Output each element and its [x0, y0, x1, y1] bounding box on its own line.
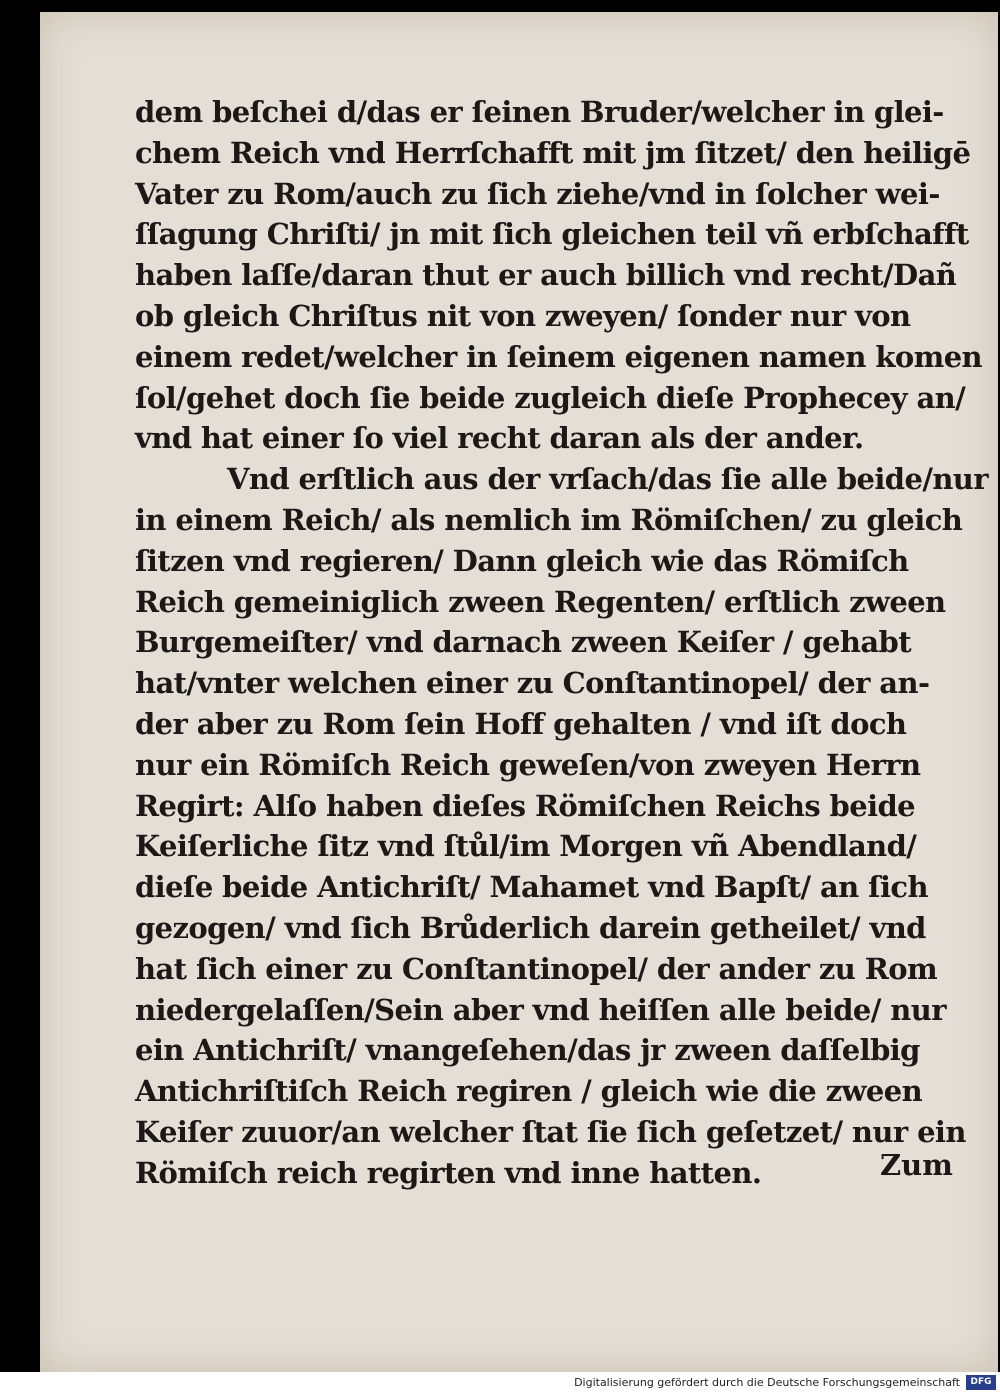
- page-text: [135, 92, 988, 1194]
- text-line: der aber zu Rom ſein Hoff gehalten / vnd iſt doch: [135, 706, 907, 741]
- text-line: hat ſich einer zu Conſtantinopel/ der ander zu Rom: [135, 951, 938, 986]
- text-line: Keiſer zuuor/an welcher ſtat ſie ſich geſetzet/ nur ein: [135, 1114, 966, 1149]
- paragraph-start-line: Vnd erſtlich aus der vrſach/das ſie alle beide/nur: [227, 462, 988, 497]
- dfg-logo: DFG: [966, 1375, 996, 1390]
- text-line: nur ein Römiſch Reich geweſen/von zweyen Herrn: [135, 747, 921, 782]
- text-line: Keiſerliche ſitz vnd ſtůl/im Morgen vñ Abendland/: [135, 829, 917, 864]
- text-line: dem beſchei d/das er ſeinen Bruder/welcher in glei-: [135, 95, 944, 129]
- text-line: chem Reich vnd Herrſchafft mit jm ſitzet/ den heiligē: [135, 135, 971, 170]
- text-line: niedergelaſſen/Sein aber vnd heiſſen alle beide/ nur: [135, 992, 946, 1027]
- text-line: gezogen/ vnd ſich Brůderlich darein getheilet/ vnd: [135, 910, 926, 945]
- text-line: ein Antichriſt/ vnangeſehen/das jr zween daſſelbig: [135, 1033, 920, 1068]
- text-line: einem redet/welcher in ſeinem eigenen namen komen: [135, 339, 983, 374]
- funding-credit: Digitalisierung gefördert durch die Deutsche Forschungsgemeinschaft: [574, 1376, 960, 1389]
- text-line: dieſe beide Antichriſt/ Mahamet vnd Bapſt/ an ſich: [135, 870, 928, 905]
- text-line: Burgemeiſter/ vnd darnach zween Keiſer / gehabt: [135, 625, 912, 660]
- catchword: Zum: [880, 1148, 953, 1182]
- text-line: Römiſch reich regirten vnd inne hatten.: [135, 1155, 762, 1190]
- text-line: ſitzen vnd regieren/ Dann gleich wie das Römiſch: [135, 543, 909, 578]
- text-line: Antichriſtiſch Reich regiren / gleich wie die zween: [135, 1074, 923, 1109]
- text-line: hat/vnter welchen einer zu Conſtantinopel/ der an-: [135, 666, 930, 701]
- text-line: haben laſſe/daran thut er auch billich vnd recht/Dañ: [135, 258, 957, 293]
- text-line: vnd hat einer ſo viel recht daran als der ander.: [135, 421, 864, 456]
- text-line: in einem Reich/ als nemlich im Römiſchen/ zu gleich: [135, 502, 963, 537]
- text-line: ſol/gehet doch ſie beide zugleich dieſe Prophecey an/: [135, 380, 966, 415]
- text-line: ſſagung Chriſti/ jn mit ſich gleichen teil vñ erbſchafft: [135, 217, 969, 252]
- text-line: Reich gemeiniglich zween Regenten/ erſtlich zween: [135, 584, 946, 619]
- text-line: Vater zu Rom/auch zu ſich ziehe/vnd in ſolcher wei-: [135, 176, 940, 211]
- text-line: Regirt: Alſo haben dieſes Römiſchen Reichs beide: [135, 788, 916, 823]
- footer-bar: [0, 1372, 1000, 1394]
- text-line: ob gleich Chriſtus nit von zweyen/ ſonder nur von: [135, 298, 911, 333]
